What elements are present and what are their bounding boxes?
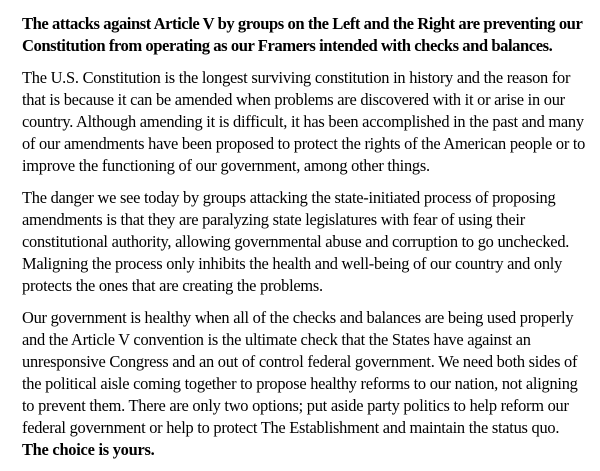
- paragraph-constitution-history: The U.S. Constitution is the longest surviving constitution in history and the reason for that is because it can be amended when problems are discovered with it or arise in our country. Although amending it is difficult, it has been accomplished in the past and many of our amendments have been proposed to protect the rights of the American people or to improve the functioning of our government, among other things.: [22, 68, 586, 175]
- document-body: [22, 13, 588, 471]
- paragraph-checks-and-balances-text: Our government is healthy when all of the checks and balances are being used properly and the Article V convention is the ultimate check that the States have against an unresponsive Congress and an out of control federal government. We need both sides of the political aisle coming together to propose healthy reforms to our nation, not aligning to prevent them. There are only two options; put aside party politics to help reform our federal government or help to protect The Establishment and maintain the status quo.: [22, 308, 578, 437]
- paragraph-danger-today: The danger we see today by groups attacking the state-initiated process of proposing amendments is that they are paralyzing state legislatures with fear of using their constitutional authority, allowing governmental abuse and corruption to go unchecked. Maligning the process only inhibits the health and well-being of our country and only protects the ones that are creating the problems.: [22, 188, 570, 295]
- paragraph-checks-and-balances: [22, 307, 588, 461]
- headline: The attacks against Article V by groups on the Left and the Right are preventing our Constitution from operating as our Framers intended with checks and balances.: [22, 14, 583, 55]
- closing-statement: The choice is yours.: [22, 440, 155, 459]
